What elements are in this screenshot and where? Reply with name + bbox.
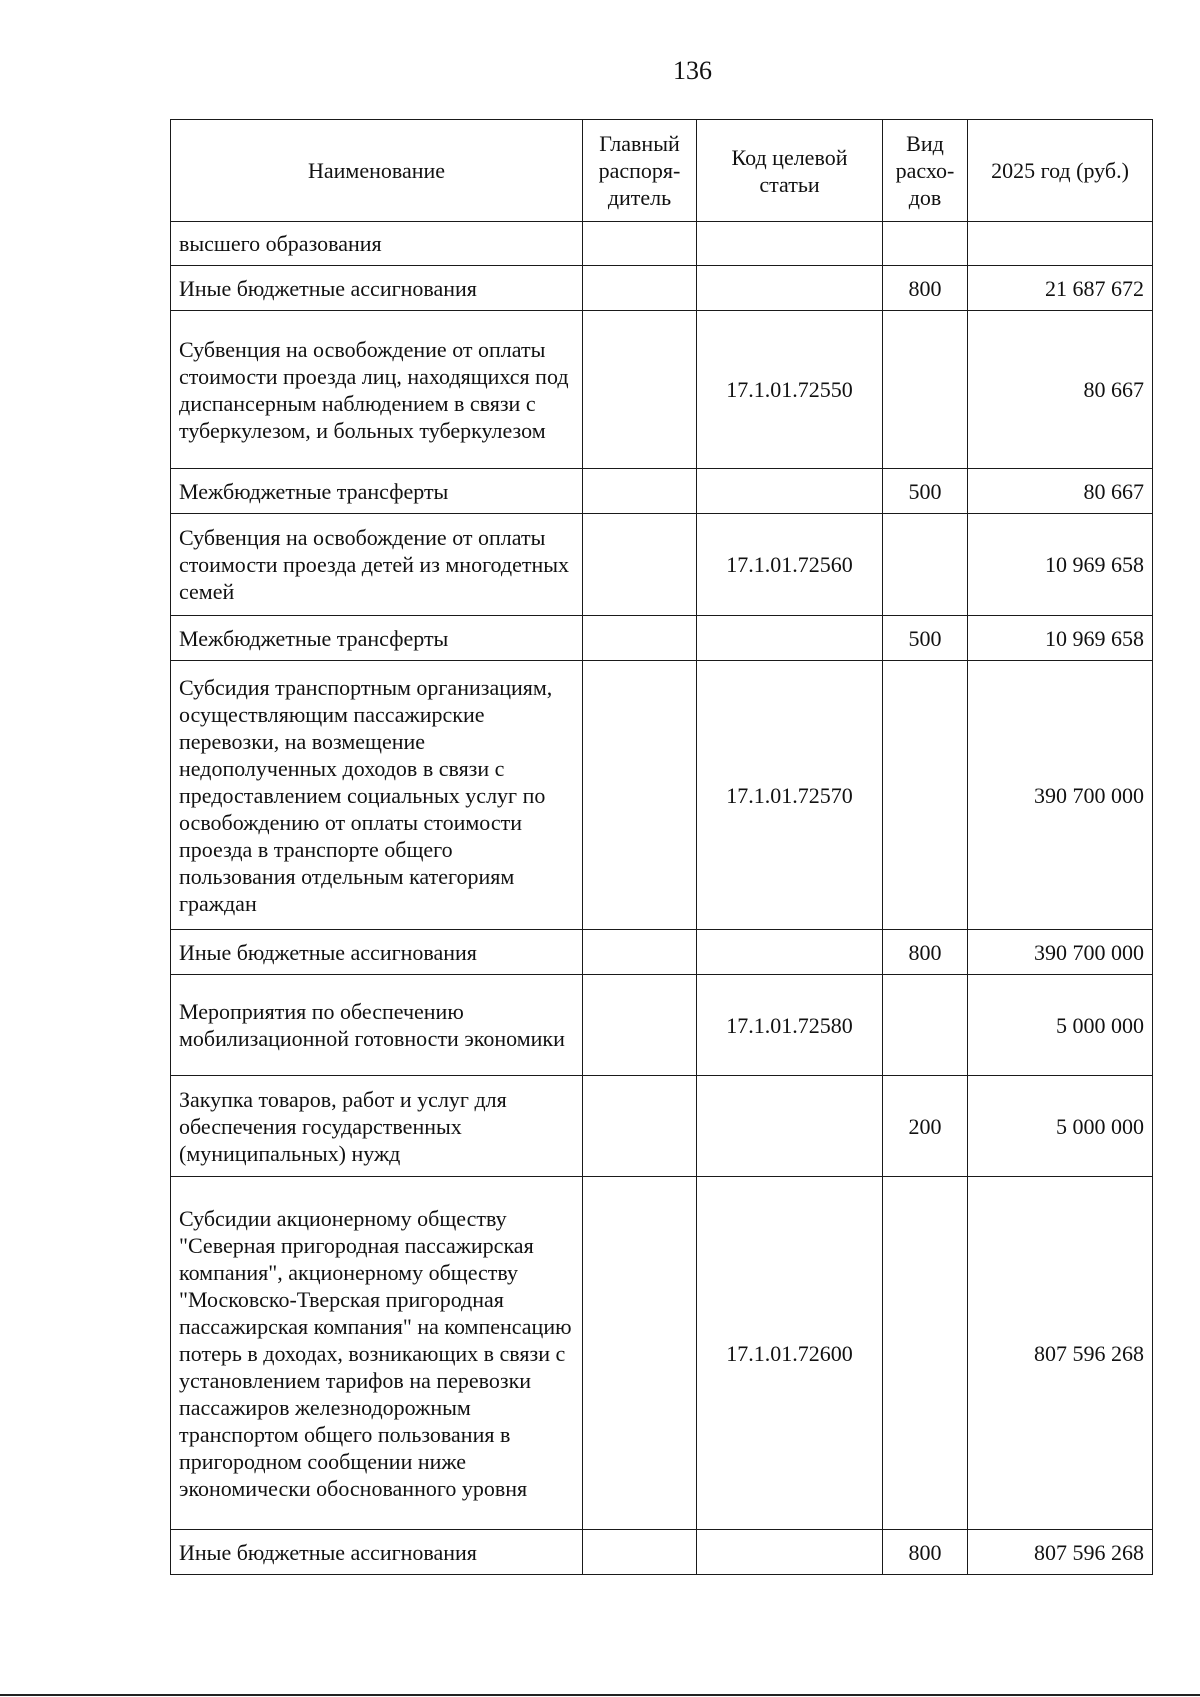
header-admin: Главный распоря-дитель [583,120,697,222]
budget-table [170,119,1153,1575]
row-admin [583,1076,697,1177]
table-row [171,514,1153,616]
row-amount: 807 596 268 [968,1177,1153,1530]
row-code: 17.1.01.72580 [697,975,883,1076]
page-bottom-rule [0,1694,1200,1696]
table-header-row [171,120,1153,222]
row-code [697,266,883,311]
table-row [171,930,1153,975]
row-code: 17.1.01.72560 [697,514,883,616]
row-amount: 807 596 268 [968,1530,1153,1575]
row-type: 800 [883,930,968,975]
row-name: Мероприятия по обеспечению мобилизационной готовности экономики [171,975,583,1076]
table-row [171,616,1153,661]
row-type [883,975,968,1076]
page-number: 136 [673,56,712,85]
row-admin [583,514,697,616]
header-amount: 2025 год (руб.) [968,120,1153,222]
table-row [171,661,1153,930]
row-type [883,311,968,469]
row-amount: 390 700 000 [968,930,1153,975]
row-name: Субсидии акционерному обществу "Северная пригородная пассажирская компания", акционерному обществу "Московско-Тверская пригородная пассажирская компания" на компенсацию потерь в доходах, возникающих в связи с установлением тарифов на перевозки пассажиров железнодорожным транспортом общего пользования в пригородном сообщении ниже экономически обоснованного уровня [171,1177,583,1530]
table-row [171,311,1153,469]
table-row [171,1076,1153,1177]
row-type [883,222,968,266]
row-name: Субсидия транспортным организациям, осуществляющим пассажирские перевозки, на возмещение недополученных доходов в связи с предоставлением социальных услуг по освобождению от оплаты стоимости проезда в транспорте общего пользования отдельным категориям граждан [171,661,583,930]
row-amount: 10 969 658 [968,514,1153,616]
row-type: 500 [883,616,968,661]
row-amount: 390 700 000 [968,661,1153,930]
row-admin [583,1530,697,1575]
table-row [171,469,1153,514]
row-type [883,661,968,930]
row-name: Иные бюджетные ассигнования [171,930,583,975]
row-code [697,469,883,514]
row-amount: 80 667 [968,311,1153,469]
row-code: 17.1.01.72570 [697,661,883,930]
table-row [171,1177,1153,1530]
row-admin [583,616,697,661]
row-name: Межбюджетные трансферты [171,616,583,661]
row-type [883,1177,968,1530]
row-code: 17.1.01.72550 [697,311,883,469]
row-name: Межбюджетные трансферты [171,469,583,514]
row-code [697,930,883,975]
row-admin [583,930,697,975]
row-name: Субвенция на освобождение от оплаты стоимости проезда детей из многодетных семей [171,514,583,616]
row-type: 800 [883,266,968,311]
row-name: высшего образования [171,222,583,266]
row-amount: 5 000 000 [968,975,1153,1076]
row-amount: 5 000 000 [968,1076,1153,1177]
row-amount [968,222,1153,266]
row-name: Иные бюджетные ассигнования [171,266,583,311]
table-row [171,975,1153,1076]
row-admin [583,1177,697,1530]
header-name: Наименование [171,120,583,222]
row-code [697,616,883,661]
row-type: 800 [883,1530,968,1575]
row-admin [583,311,697,469]
table-row [171,266,1153,311]
row-amount: 80 667 [968,469,1153,514]
row-code [697,222,883,266]
row-name: Закупка товаров, работ и услуг для обеспечения государственных (муниципальных) нужд [171,1076,583,1177]
header-type: Вид расхо-дов [883,120,968,222]
table-row [171,1530,1153,1575]
table-row [171,222,1153,266]
row-admin [583,266,697,311]
row-admin [583,222,697,266]
row-name: Иные бюджетные ассигнования [171,1530,583,1575]
row-name: Субвенция на освобождение от оплаты стоимости проезда лиц, находящихся под диспансерным наблюдением в связи с туберкулезом, и больных туберкулезом [171,311,583,469]
row-type: 500 [883,469,968,514]
row-amount: 10 969 658 [968,616,1153,661]
row-admin [583,469,697,514]
row-code: 17.1.01.72600 [697,1177,883,1530]
row-type [883,514,968,616]
row-admin [583,975,697,1076]
row-code [697,1076,883,1177]
row-code [697,1530,883,1575]
header-code: Код целевой статьи [697,120,883,222]
row-type: 200 [883,1076,968,1177]
row-amount: 21 687 672 [968,266,1153,311]
row-admin [583,661,697,930]
